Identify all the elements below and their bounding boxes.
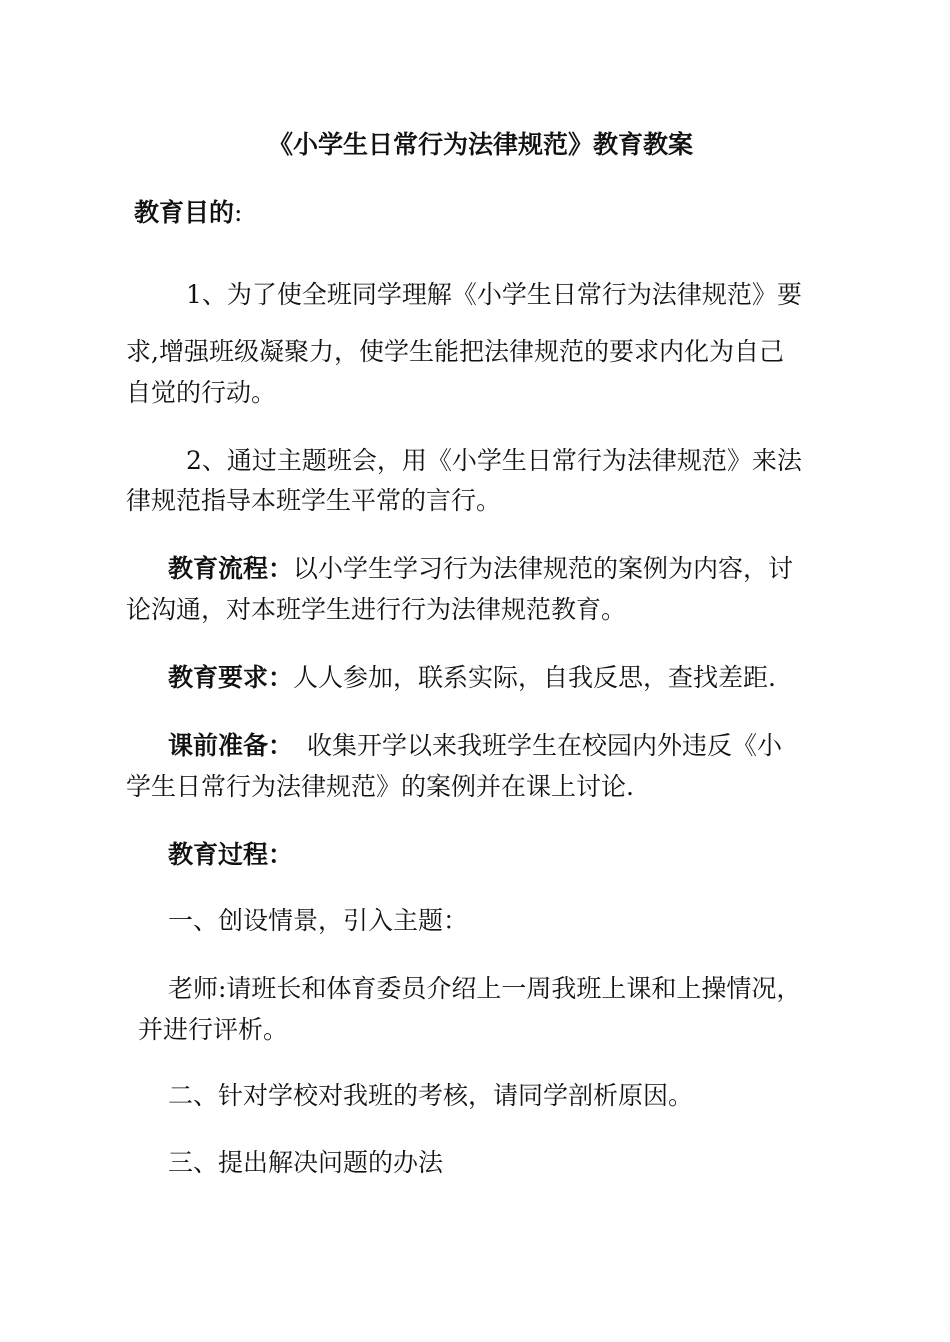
document-title: 《小学生日常行为法律规范》教育教案 [268,130,694,159]
prep-line2: 学生日常行为法律规范》的案例并在课上讨论. [126,772,634,801]
item2-line2: 律规范指导本班学生平常的言行。 [126,486,502,515]
flow-label: 教育流程： [168,554,294,583]
purpose-heading-line [134,198,242,228]
purpose-colon: : [234,198,243,227]
requirement-line [168,663,776,693]
item1-line2: 求,增强班级凝聚力，使学生能把法律规范的要求内化为自己 [126,337,784,366]
prep-label: 课前准备： [168,731,294,760]
requirement-label: 教育要求： [168,663,294,692]
item1-line1: 1、为了使全班同学理解《小学生日常行为法律规范》要 [186,280,802,309]
flow-line1 [168,554,793,584]
requirement-text: 人人参加，联系实际，自我反思，查找差距. [293,663,776,692]
flow-line2: 论沟通，对本班学生进行行为法律规范教育。 [126,595,627,624]
step2: 二、针对学校对我班的考核，请同学剖析原因。 [168,1081,694,1110]
teacher-line1: 老师:请班长和体育委员介绍上一周我班上课和上操情况， [168,974,802,1003]
item2-line1: 2、通过主题班会，用《小学生日常行为法律规范》来法 [186,446,802,475]
process-heading: 教育过程： [168,840,294,869]
step3: 三、提出解决问题的办法 [168,1148,444,1177]
flow-text-1: 以小学生学习行为法律规范的案例为内容，讨 [293,554,794,583]
teacher-line2: 并进行评析。 [138,1015,289,1044]
item1-line3: 自觉的行动。 [126,378,277,407]
purpose-heading: 教育目的 [134,198,235,227]
prep-line1 [168,731,782,761]
prep-text-1: 收集开学以来我班学生在校园内外违反《小 [307,731,783,760]
step1: 一、创设情景，引入主题： [168,906,469,935]
